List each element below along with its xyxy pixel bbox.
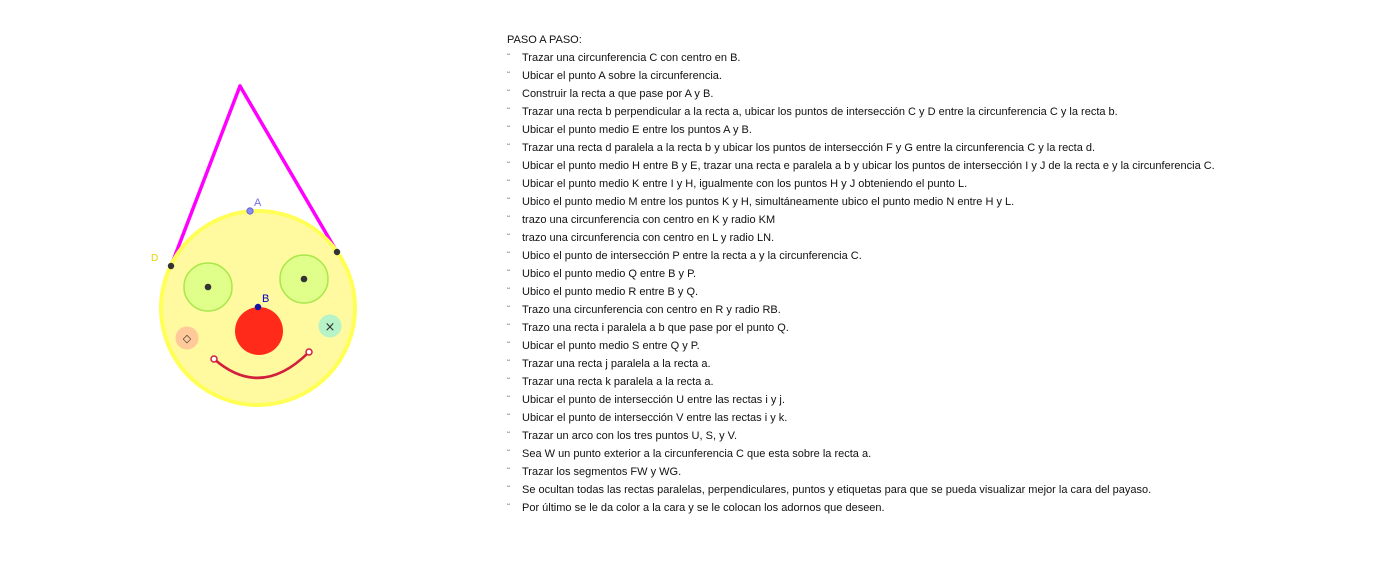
point-f[interactable]: [168, 263, 174, 269]
step-text: trazo una circunferencia con centro en L y radio LN.: [522, 232, 775, 244]
bullet-icon: ᵕ: [507, 158, 511, 167]
step-text: Trazo una recta i paralela a b que pase por el punto Q.: [522, 322, 789, 334]
point-b[interactable]: [255, 304, 261, 310]
step-item: [507, 85, 1367, 103]
step-text: Ubicar el punto medio H entre B y E, trazar una recta e paralela a b y ubicar los puntos de intersección I y J de la recta e y la circunferencia C.: [522, 160, 1215, 172]
step-text: Trazar los segmentos FW y WG.: [522, 466, 682, 478]
bullet-icon: ᵕ: [507, 194, 511, 203]
bullet-icon: ᵕ: [507, 86, 511, 95]
step-text: Ubicar el punto medio E entre los puntos A y B.: [522, 124, 752, 136]
step-text: Ubicar el punto de intersección V entre las rectas i y k.: [522, 412, 788, 424]
bullet-icon: ᵕ: [507, 140, 511, 149]
step-text: Se ocultan todas las rectas paralelas, perpendiculares, puntos y etiquetas para que se pueda visualizar mejor la cara del payaso.: [522, 484, 1152, 496]
steps-panel: [507, 31, 1367, 517]
step-text: Ubicar el punto de intersección U entre las rectas i y j.: [522, 394, 785, 406]
bullet-icon: ᵕ: [507, 122, 511, 131]
right-eye-center-point[interactable]: [301, 276, 308, 283]
step-item: [507, 373, 1367, 391]
bullet-icon: ᵕ: [507, 68, 511, 77]
step-text: Ubicar el punto A sobre la circunferencia.: [522, 70, 722, 82]
step-item: [507, 247, 1367, 265]
step-item: [507, 49, 1367, 67]
bullet-icon: ᵕ: [507, 302, 511, 311]
step-item: [507, 229, 1367, 247]
bullet-icon: ᵕ: [507, 464, 511, 473]
point-g[interactable]: [334, 249, 340, 255]
steps-heading: PASO A PASO:: [507, 34, 582, 46]
bullet-icon: ᵕ: [507, 266, 511, 275]
step-item: [507, 355, 1367, 373]
step-item: [507, 103, 1367, 121]
left-eye-center-point[interactable]: [205, 284, 212, 291]
step-text: Ubicar el punto medio S entre Q y P.: [522, 340, 700, 352]
step-text: Ubicar el punto medio K entre I y H, igualmente con los puntos H y J obteniendo el punto L.: [522, 178, 968, 190]
bullet-icon: ᵕ: [507, 356, 511, 365]
step-item: [507, 265, 1367, 283]
right-cheek-symbol: ×: [324, 320, 336, 335]
step-item: [507, 157, 1367, 175]
mouth-point-v[interactable]: [306, 349, 312, 355]
mouth-point-u[interactable]: [211, 356, 217, 362]
step-item: [507, 463, 1367, 481]
bullet-icon: ᵕ: [507, 50, 511, 59]
step-text: Ubico el punto medio R entre B y Q.: [522, 286, 699, 298]
step-text: Ubico el punto de intersección P entre la recta a y la circunferencia C.: [522, 250, 862, 262]
steps-list: [507, 49, 1367, 517]
step-text: Trazar una recta b perpendicular a la recta a, ubicar los puntos de intersección C y D entre la circunferencia C y la recta b.: [522, 106, 1118, 118]
step-text: Ubico el punto medio Q entre B y P.: [522, 268, 697, 280]
step-text: Construir la recta a que pase por A y B.: [522, 88, 714, 100]
step-item: [507, 337, 1367, 355]
step-item: [507, 301, 1367, 319]
bullet-icon: ᵕ: [507, 482, 511, 491]
label-a: A: [254, 197, 262, 209]
step-item: [507, 391, 1367, 409]
step-item: [507, 193, 1367, 211]
step-item: [507, 139, 1367, 157]
step-item: [507, 175, 1367, 193]
bullet-icon: ᵕ: [507, 392, 511, 401]
bullet-icon: ᵕ: [507, 212, 511, 221]
step-text: Trazar un arco con los tres puntos U, S, y V.: [522, 430, 738, 442]
bullet-icon: ᵕ: [507, 446, 511, 455]
bullet-icon: ᵕ: [507, 428, 511, 437]
step-item: [507, 499, 1367, 517]
step-text: Trazar una recta j paralela a la recta a.: [522, 358, 711, 370]
step-text: Trazar una circunferencia C con centro en B.: [522, 52, 741, 64]
step-item: [507, 283, 1367, 301]
point-a[interactable]: [247, 208, 253, 214]
bullet-icon: ᵕ: [507, 176, 511, 185]
left-cheek-symbol: ◇: [182, 332, 192, 345]
bullet-icon: ᵕ: [507, 230, 511, 239]
bullet-icon: ᵕ: [507, 284, 511, 293]
nose-circle[interactable]: [235, 307, 283, 355]
step-text: Por último se le da color a la cara y se le colocan los adornos que deseen.: [522, 502, 885, 514]
step-item: [507, 481, 1367, 499]
step-text: Trazo una circunferencia con centro en R y radio RB.: [522, 304, 781, 316]
step-item: [507, 121, 1367, 139]
label-b: B: [262, 293, 270, 305]
step-item: [507, 409, 1367, 427]
step-item: [507, 445, 1367, 463]
step-item: [507, 319, 1367, 337]
bullet-icon: ᵕ: [507, 500, 511, 509]
step-text: Trazar una recta d paralela a la recta b y ubicar los puntos de intersección F y G entre la circunferencia C y la recta d.: [522, 142, 1096, 154]
step-text: trazo una circunferencia con centro en K y radio KM: [522, 214, 776, 226]
bullet-icon: ᵕ: [507, 320, 511, 329]
step-text: Trazar una recta k paralela a la recta a.: [522, 376, 714, 388]
step-item: [507, 67, 1367, 85]
bullet-icon: ᵕ: [507, 338, 511, 347]
bullet-icon: ᵕ: [507, 374, 511, 383]
bullet-icon: ᵕ: [507, 410, 511, 419]
label-d: D: [151, 253, 159, 264]
step-item: [507, 427, 1367, 445]
step-text: Sea W un punto exterior a la circunferencia C que esta sobre la recta a.: [522, 448, 872, 460]
step-text: Ubico el punto medio M entre los puntos K y H, simultáneamente ubico el punto medio N entre H y L.: [522, 196, 1015, 208]
bullet-icon: ᵕ: [507, 104, 511, 113]
step-item: [507, 211, 1367, 229]
bullet-icon: ᵕ: [507, 248, 511, 257]
